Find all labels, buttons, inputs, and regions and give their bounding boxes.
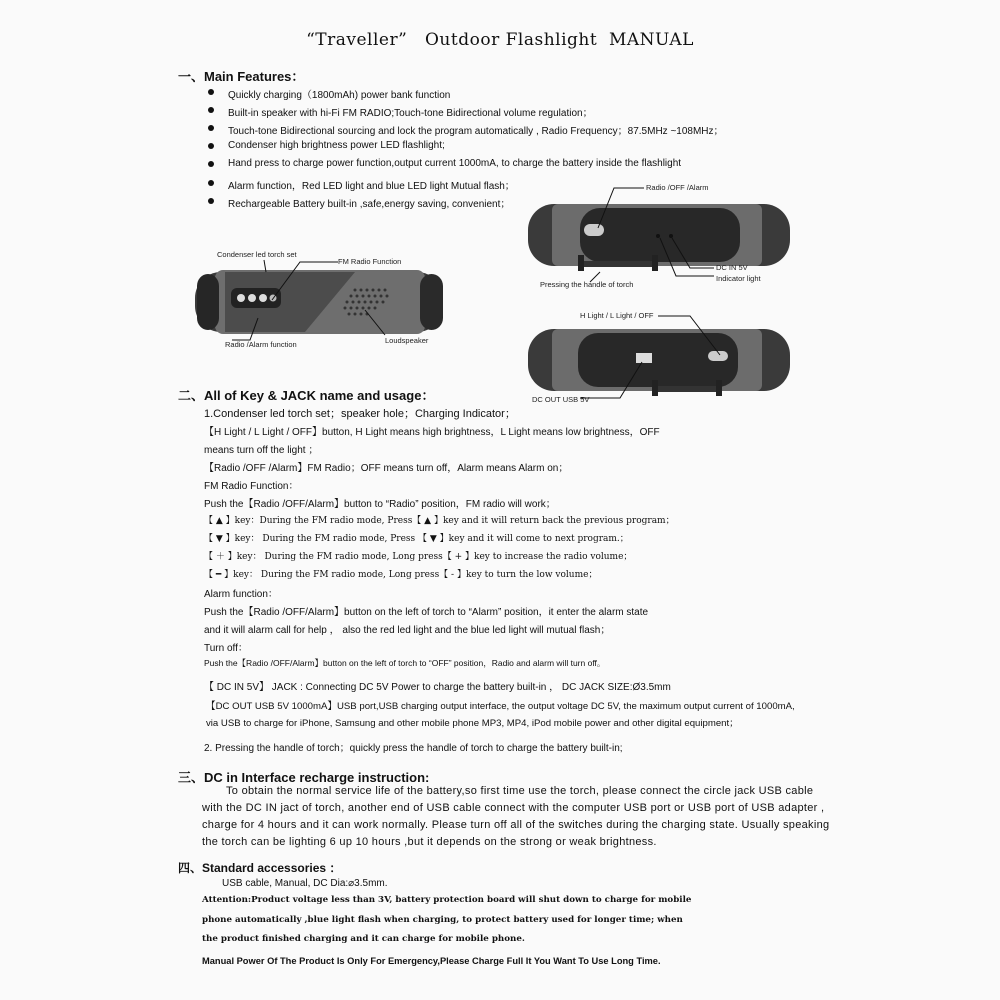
label-dc-out: DC OUT USB 5V <box>532 395 590 404</box>
key-line: 【 ＋ 】key： During the FM radio mode, Long press【 + 】key to increase the radio volume； <box>204 552 633 562</box>
label-indicator: Indicator light <box>716 274 761 283</box>
paragraph-line: To obtain the normal service life of the battery,so first time use the torch, please connect the circle jack USB cable <box>226 785 814 797</box>
key-line: 2. Pressing the handle of torch；quickly press the handle of torch to charge the battery built-in; <box>204 743 623 754</box>
dc-in-heading: 三、DC in Interface recharge instruction: <box>178 770 430 785</box>
paragraph-line: charge for 4 hours and it can work normally. Please turn off all of the switches during the charging state. Usually speaking <box>202 819 830 831</box>
key-line: via USB to charge for iPhone, Samsung and other mobile phone MP3, MP4, iPod mobile power and other digital equipment； <box>206 718 739 729</box>
key-line: 【Radio /OFF /Alarm】FM Radio；OFF means turn off，Alarm means Alarm on； <box>204 463 569 474</box>
label-dc-in: DC IN 5V <box>716 263 748 272</box>
key-line: 1.Condenser led torch set；speaker hole；Charging Indicator； <box>204 408 516 420</box>
accessories-line: USB cable, Manual, DC Dia:⌀3.5mm. <box>222 878 388 889</box>
feature-item: Alarm function，Red LED light and blue LED light Mutual flash； <box>228 181 515 192</box>
page-title: “Traveller” Outdoor Flashlight MANUAL <box>306 30 694 50</box>
main-features-heading: 一、Main Features： <box>178 69 305 84</box>
key-line: Push the【Radio /OFF/Alarm】button on the left of torch to “OFF” position，Radio and alarm will turn off。 <box>204 658 606 668</box>
label-fm-radio: FM Radio Function <box>338 257 402 266</box>
paragraph-line: with the DC IN jact of torch, another end of USB cable connect with the computer USB port or USB port of USB adapter , <box>202 802 825 814</box>
attention-line: Attention:Product voltage less than 3V, battery protection board will shut down to charge for mobile <box>202 895 692 905</box>
label-condenser: Condenser led torch set <box>217 250 297 259</box>
key-line: Push the【Radio /OFF/Alarm】button on the left of torch to “Alarm” position，it enter the alarm state <box>204 607 649 618</box>
key-line: 【H Light / L Light / OFF】button, H Light means high brightness，L Light means low brightness，OFF <box>204 427 660 438</box>
feature-item: Condenser high brightness power LED flashlight; <box>228 140 445 151</box>
feature-item: Touch-tone Bidirectional sourcing and lock the program automatically , Radio Frequency；87.5MHz ~108MHz； <box>228 126 724 137</box>
feature-item: Built-in speaker with hi-Fi FM RADIO;Touch-tone Bidirectional volume regulation； <box>228 108 593 119</box>
key-line: 【 DC IN 5V】 JACK : Connecting DC 5V Power to charge the battery built-in ， DC JACK SIZE:Ø3.5mm <box>204 682 671 693</box>
key-line: 【 ▼ 】key： During the FM radio mode, Press 【 ▼ 】key and it will come to next program.； <box>204 534 629 544</box>
key-line: 【 ▲ 】key：During the FM radio mode, Press【 ▲ 】key and it will return back the previous program； <box>204 516 675 526</box>
label-radio-alarm: Radio /Alarm function <box>225 340 297 349</box>
key-line: Turn off： <box>204 643 248 654</box>
key-line: means turn off the light ； <box>204 445 319 456</box>
key-line: and it will alarm call for help ， also the red led light and the blue led light will mutual flash； <box>204 625 611 636</box>
keys-heading: 二、All of Key & JACK name and usage： <box>178 388 435 403</box>
key-line: Push the【Radio /OFF/Alarm】button to “Radio” position，FM radio will work； <box>204 499 556 510</box>
emergency-note: Manual Power Of The Product Is Only For Emergency,Please Charge Full It You Want To Use Long Time. <box>202 956 661 966</box>
label-radio-off-alarm: Radio /OFF /Alarm <box>646 183 709 192</box>
label-loudspeaker: Loudspeaker <box>385 336 429 345</box>
label-pressing: Pressing the handle of torch <box>540 280 634 289</box>
label-h-light: H Light / L Light / OFF <box>580 311 654 320</box>
feature-item: Quickly charging（1800mAh) power bank function <box>228 90 451 101</box>
key-line: FM Radio Function： <box>204 481 299 492</box>
key-line: 【 ━ 】key： During the FM radio mode, Long press【 - 】key to turn the low volume； <box>204 570 598 580</box>
paragraph-line: the torch can be lighting 6 up 10 hours ,but it depends on the strong or weak brightness. <box>202 836 657 848</box>
feature-item: Rechargeable Battery built-in ,safe,energy saving, convenient； <box>228 199 511 210</box>
attention-line: the product finished charging and it can charge for mobile phone. <box>202 934 525 944</box>
key-line: 【DC OUT USB 5V 1000mA】USB port,USB charging output interface, the output voltage DC 5V, the maximum output current of 1000mA, <box>206 701 795 712</box>
key-line: Alarm function： <box>204 589 278 600</box>
feature-item: Hand press to charge power function,output current 1000mA, to charge the battery inside the flashlight <box>228 158 682 169</box>
accessories-heading: 四、Standard accessories ： <box>178 861 342 875</box>
attention-line: phone automatically ,blue light flash when charging, to protect battery used for longer time; when <box>202 915 683 925</box>
